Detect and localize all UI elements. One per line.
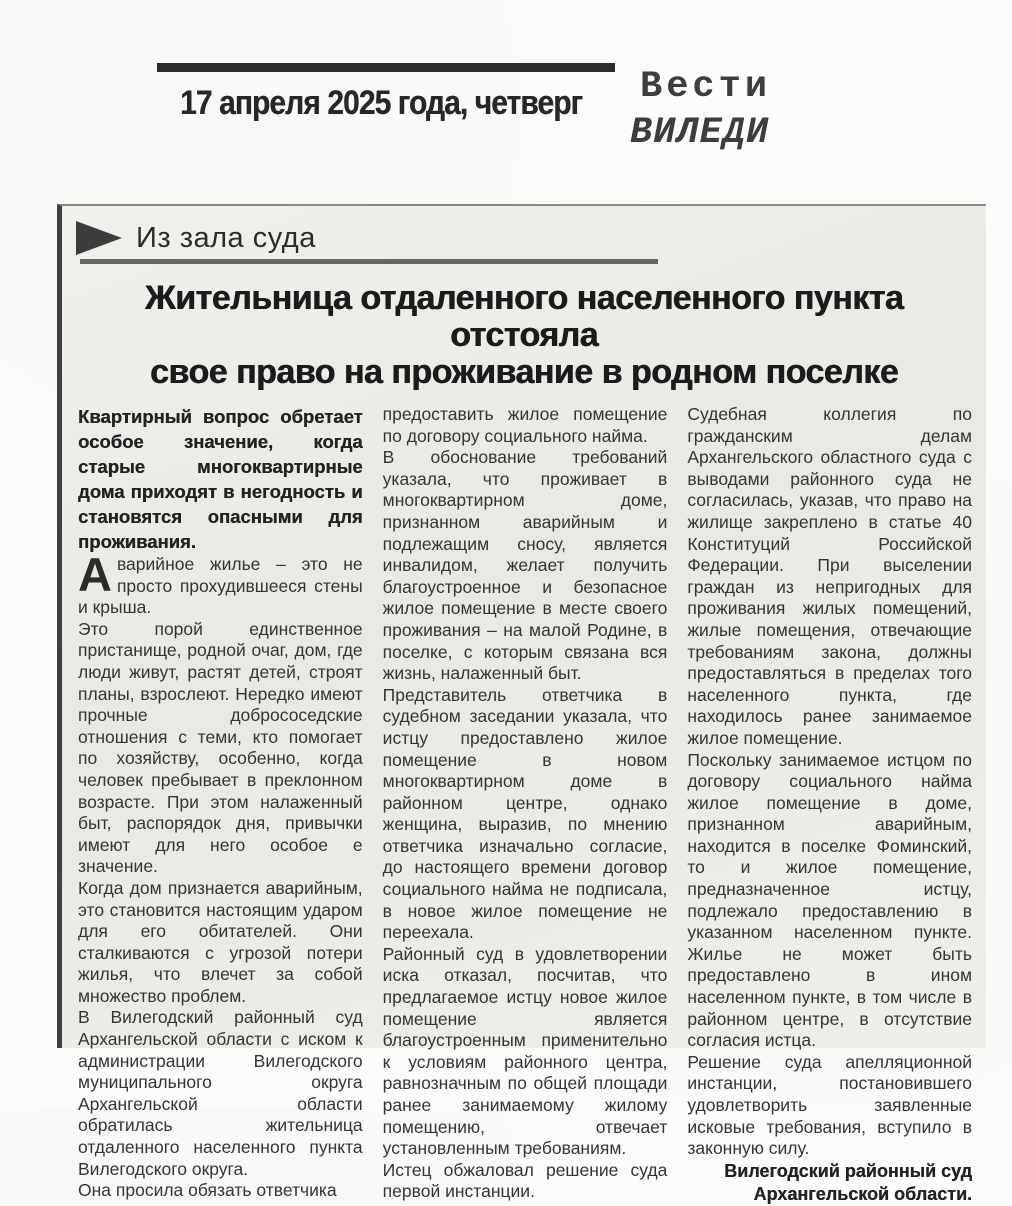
article-clipping [57,204,986,1204]
dropcap-text: варийное жилье – это не просто прохудившееся стены и крыша. [78,554,363,618]
section-title: Из зала суда [136,221,316,254]
dropcap-letter: А [78,548,112,601]
paragraph: В Вилегодский районный суд Архангельской области с иском к администрации Вилегодского муниципального округа Архангельской области обратилась жительница отдаленного населенного пункта Вилегодского округа. [78,1007,363,1179]
paragraph: Это порой единственное пристанище, родной очаг, дом, где люди живут, растят детей, строят планы, взрослеют. Нередко имеют прочные добрососедские отношения с теми, кто помогает по хозяйству, особенно, когда человек пребывает в преклонном возрасте. При этом налаженный быт, распорядок дня, привычки имеют для него особое е значение. [78,618,363,877]
paragraph: Представитель ответчика в судебном заседании указала, что истцу предоставлено жилое помещение в новом многоквартирном доме в районном центре, однако женщина, выразив, по мнению ответчика изначально согласие, до настоящего времени договор социального найма не подписала, в новое жилое помещение не переехала. [382,684,668,943]
paragraph: Истец обжаловал решение суда первой инстанции. [382,1159,668,1202]
article-headline [74,280,974,391]
column-3-paragraphs [687,404,972,1160]
paragraph: Районный суд в удовлетворении иска отказал, посчитав, что предлагаемое истцу новое жилое помещение является благоустроенным применительно к условиям районного центра, равнозначным по общей площади ранее занимаемому жилому помещению, отвечает установленным требованиям. [382,943,668,1159]
column-1-paragraphs [78,619,363,1202]
section-header [74,218,974,258]
paragraph: Судебная коллегия по гражданским делам Архангельского областного суда с выводами районного суда не согласилась, указав, что право на жилище закреплено в статье 40 Конституций Российской Федерации. При выселении граждан из непригодных для проживания жилых помещений, жилые помещения, отвечающие требованиям закона, должны предоставляться в пределах того населенного пункта, где находилось ранее занимаемое жилое помещение. [687,404,973,748]
section-underline [80,259,658,264]
paragraph: Поскольку занимаемое истцом по договору социального найма жилое помещение в доме, признанном аварийным, находится в поселке Фоминский, то и жилое помещение, предназначенное истцу, подлежало предоставлению в указанном населенном пункте. Жилье не может быть предоставлено в ином населенном пункте, в том числе в районном центре, в отсутствие согласия истца. [687,749,973,1051]
paragraph: В обоснование требований указала, что проживает в многоквартирном доме, признанном аварийным и подлежащим сносу, является инвалидом, желает получить благоустроенное и безопасное жилое помещение в месте своего проживания – на малой Родине, в поселке, с которым связана вся жизнь, налаженный быт. [382,447,668,684]
dropcap-paragraph [78,548,363,619]
lede-paragraph: Квартирный вопрос обретает особое значение, когда старые многоквартирные дома приходят в негодность и становятся опасными для проживания. [78,406,363,552]
column-2-paragraphs [383,404,668,1203]
signature-line-2: Архангельской области. [753,1183,973,1204]
paragraph: Она просила обязать ответчика [78,1180,337,1201]
column-2 [383,404,668,1206]
column-1 [78,404,363,1206]
logo-line-2: ВИЛЕДИ [630,112,770,154]
paragraph: Когда дом признается аварийным, это становится настоящим ударом для его обитателей. Они сталкиваются с угрозой потери жилья, что влечет за собой множество проблем. [78,877,363,1006]
headline-line-2: свое право на проживание в родном поселке [149,353,899,391]
article-columns [74,391,974,1206]
paragraph: предоставить жилое помещение по договору социального найма. [382,404,668,446]
newspaper-logo [630,64,771,156]
section-arrow-icon [76,221,122,255]
signature [687,1160,972,1206]
headline-line-1: Жительница отдаленного населенного пункта отстояла [144,279,904,354]
issue-date: 17 апреля 2025 года, четверг [180,84,583,122]
signature-line-1: Вилегодский районный суд [724,1160,973,1181]
logo-line-1: Вести [640,66,772,108]
paragraph: Решение суда апелляционной инстанции, постановившего удовлетворить заявленные исковые требования, вступило в законную силу. [687,1051,973,1159]
column-3 [687,404,972,1206]
masthead-rule [157,63,615,72]
